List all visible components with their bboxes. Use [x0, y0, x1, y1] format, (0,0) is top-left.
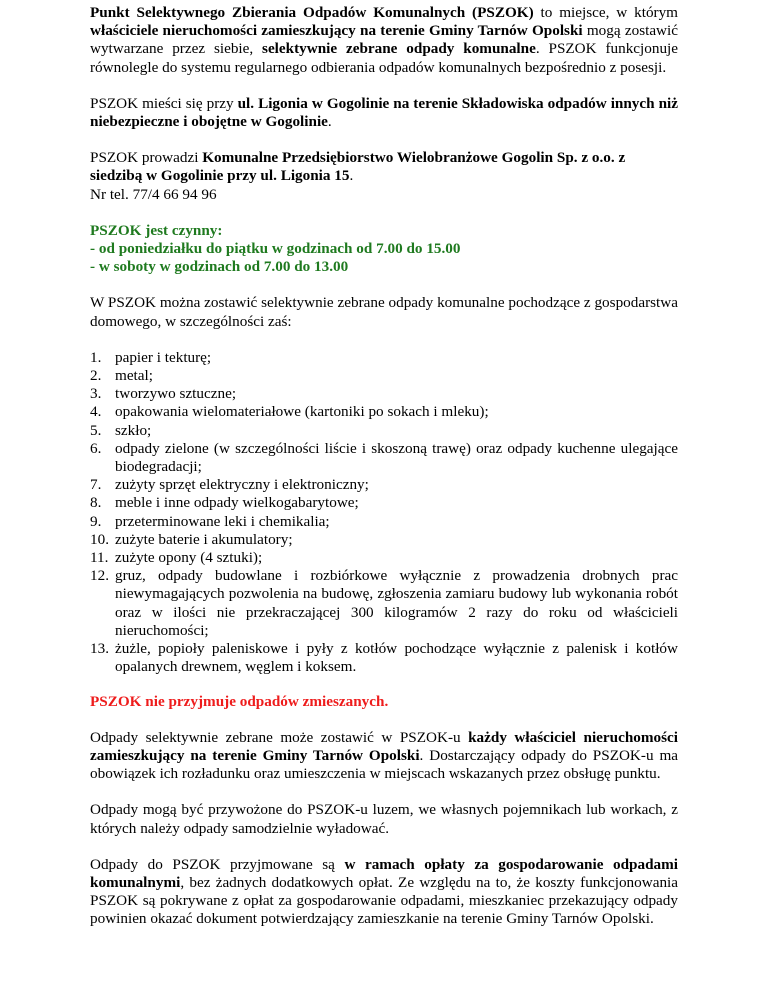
list-number: 11. [90, 549, 109, 567]
eligible-owner: każdy właściciel nieruchomości zamieszkujący na terenie Gminy Tarnów Opolski [90, 728, 678, 764]
who-can-deliver-paragraph [90, 729, 678, 784]
text-span: . [349, 167, 354, 185]
list-number: 7. [90, 476, 102, 494]
list-number: 13. [90, 640, 109, 658]
text-span: , bez żadnych dodatkowych opłat. Ze względu na to, że koszty funkcjonowania PSZOK są pokrywane z opłat za gospodarowanie odpadami, mieszkaniec przekazujący odpady powinien okazać dokument potwierdzający zamieszkanie na terenie Gminy Tarnów Opolski. [90, 873, 678, 928]
list-text: opakowania wielomateriałowe (kartoniki po sokach i mleku); [115, 403, 489, 421]
opening-hours [90, 222, 678, 277]
list-item [90, 348, 678, 367]
intro-paragraph [90, 4, 678, 77]
operator-name: Komunalne Przedsiębiorstwo Wielobranżowe Gogolin Sp. z o.o. z siedzibą w Gogolinie przy ul. Ligonia 15 [90, 149, 626, 185]
list-text: meble i inne odpady wielkogabarytowe; [115, 494, 359, 512]
list-number: 4. [90, 403, 102, 421]
hours-saturday: - w soboty w godzinach od 7.00 do 13.00 [90, 258, 349, 276]
hours-title: PSZOK jest czynny: [90, 221, 223, 239]
list-text: przeterminowane leki i chemikalia; [115, 512, 330, 530]
list-text: papier i tekturę; [115, 348, 212, 366]
text-span: PSZOK mieści się przy [90, 94, 238, 112]
text-span: to miejsce, w którym [533, 4, 679, 21]
text-span: . PSZOK funkcjonuje równolegle do systemu regularnego odbierania odpadów komunalnych bezpośrednio z posesji. [90, 40, 678, 76]
text-span: . [327, 113, 332, 131]
list-number: 2. [90, 367, 102, 385]
hours-weekdays: - od poniedziałku do piątku w godzinach od 7.00 do 15.00 [90, 240, 461, 258]
text-span: Odpady selektywnie zebrane może zostawić w PSZOK-u [90, 728, 469, 746]
list-item [90, 530, 678, 549]
list-text: odpady zielone (w szczególności liście i skoszoną trawę) oraz odpady kuchenne ulegające biodegradacji; [115, 439, 678, 476]
containers-paragraph: Odpady mogą być przywożone do PSZOK-u luzem, we własnych pojemnikach lub workach, z których należy odpady samodzielnie wyładować. [90, 801, 678, 837]
list-text: szkło; [115, 421, 152, 439]
list-item [90, 367, 678, 385]
mixed-waste-warning: PSZOK nie przyjmuje odpadów zmieszanych. [90, 692, 389, 710]
list-text: metal; [115, 367, 153, 385]
text-span: PSZOK prowadzi [90, 149, 203, 167]
list-number: 5. [90, 421, 102, 439]
list-item [90, 549, 678, 567]
list-item [90, 494, 678, 512]
list-item [90, 567, 678, 640]
list-text: tworzywo sztuczne; [115, 385, 237, 403]
fee-basis: w ramach opłaty za gospodarowanie odpadami komunalnymi [90, 855, 678, 891]
eligible-owners: właściciele nieruchomości zamieszkujący na terenie Gminy Tarnów Opolski [90, 22, 583, 40]
list-item [90, 512, 678, 531]
list-item [90, 385, 678, 403]
list-number: 1. [90, 348, 102, 366]
list-number: 12. [90, 567, 109, 585]
location-paragraph [90, 95, 678, 131]
list-number: 6. [90, 439, 102, 457]
operator-paragraph [90, 149, 678, 204]
list-text: zużyte opony (4 sztuki); [115, 549, 263, 567]
list-number: 3. [90, 385, 102, 403]
list-item [90, 439, 678, 476]
fees-paragraph [90, 856, 678, 929]
accepted-intro: W PSZOK można zostawić selektywnie zebrane odpady komunalne pochodzące z gospodarstwa domowego, w szczególności zaś: [90, 294, 678, 330]
list-item [90, 640, 678, 676]
accepted-waste-list [90, 349, 678, 677]
list-number: 10. [90, 530, 109, 548]
pszok-full-name: Punkt Selektywnego Zbierania Odpadów Komunalnych (PSZOK) [90, 4, 534, 21]
list-item [90, 476, 678, 494]
list-item [90, 403, 678, 421]
text-span: mogą zostawić wytwarzane przez siebie, [90, 22, 678, 58]
list-text: gruz, odpady budowlane i rozbiórkowe wyłącznie z prowadzenia drobnych prac niewymagających pozwolenia na budowę, zgłoszenia zamiaru budowy lub wykonania robót oraz w ilości nie przekraczającej 300 kilogramów 2 razy do roku od właścicieli nieruchomości; [115, 567, 678, 639]
location-address: ul. Ligonia w Gogolinie na terenie Składowiska odpadów innych niż niebezpieczne i obojętne w Gogolinie [90, 94, 678, 131]
phone-number: Nr tel. 77/4 66 94 96 [90, 185, 217, 203]
list-text: żużle, popioły paleniskowe i pyły z kotłów pochodzące wyłącznie z palenisk i kotłów opalanych drewnem, węglem i koksem. [115, 640, 678, 676]
text-span: Odpady do PSZOK przyjmowane są [90, 855, 345, 873]
list-text: zużyte baterie i akumulatory; [115, 530, 293, 548]
list-item [90, 421, 678, 440]
list-number: 8. [90, 494, 102, 512]
text-span: . Dostarczający odpady do PSZOK-u ma obowiązek ich rozładunku oraz umieszczenia w miejscach wskazanych przez obsługę punktu. [90, 746, 678, 783]
list-number: 9. [90, 512, 102, 530]
list-text: zużyty sprzęt elektryczny i elektroniczny; [115, 476, 369, 494]
document-page [90, 4, 678, 947]
selective-waste: selektywnie zebrane odpady komunalne [262, 40, 536, 58]
